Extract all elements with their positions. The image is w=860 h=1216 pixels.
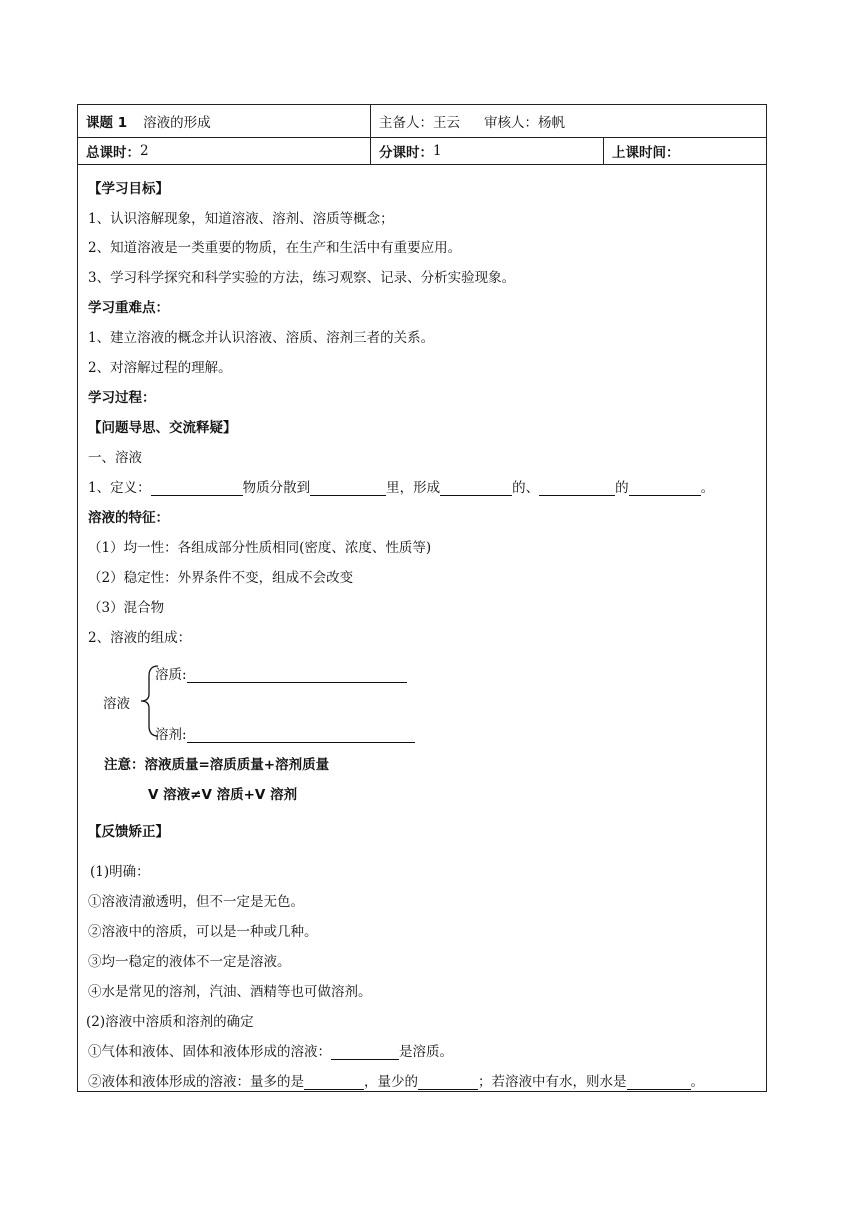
topic-label: 课题 1 xyxy=(86,115,128,131)
reviewer-name: 杨帆 xyxy=(538,115,565,131)
note-label: 注意： xyxy=(104,757,145,773)
fill-blank[interactable] xyxy=(539,481,615,496)
fill-blank[interactable] xyxy=(310,481,386,496)
clarify-heading: (1)明确： xyxy=(90,864,150,880)
determine-heading: (2)溶液中溶质和溶剂的确定 xyxy=(86,1014,254,1030)
questions-heading: 【问题导思、交流释疑】 xyxy=(88,420,237,436)
sub-hours-cell xyxy=(370,138,603,164)
topic-cell xyxy=(78,105,370,137)
header-row-1 xyxy=(78,105,766,138)
determine-line-2: ②液体和液体形成的溶液：量多的是 ，量少的 ；若溶液中有水，则水是 。 xyxy=(88,1074,704,1090)
goal-item: 3、学习科学探究和科学实验的方法，练习观察、记录、分析实验现象。 xyxy=(88,270,516,286)
header-row-2 xyxy=(78,138,766,165)
fill-blank[interactable] xyxy=(331,1045,399,1060)
fill-blank[interactable] xyxy=(187,668,407,683)
note-line xyxy=(104,753,329,773)
clarify-item: ①溶液清澈透明，但不一定是无色。 xyxy=(88,894,304,910)
clarify-item: ②溶液中的溶质，可以是一种或几种。 xyxy=(88,924,318,940)
class-time-label: 上课时间： xyxy=(612,145,680,161)
staff-cell xyxy=(370,105,766,137)
composition-heading: 2、溶液的组成： xyxy=(88,630,192,646)
fill-blank[interactable] xyxy=(151,481,243,496)
process-heading: 学习过程： xyxy=(88,390,156,406)
fill-blank[interactable] xyxy=(627,1075,691,1090)
determine-line-1: ①气体和液体、固体和液体形成的溶液： 是溶质。 xyxy=(88,1044,453,1060)
total-hours-value: 2 xyxy=(140,143,149,159)
clarify-item: ④水是常见的溶剂，汽油、酒精等也可做溶剂。 xyxy=(88,984,372,1000)
fill-blank[interactable] xyxy=(418,1075,478,1090)
section-title: 一、溶液 xyxy=(88,450,142,466)
definition-line: 1、定义： 物质分散到 里，形成 的、 的 。 xyxy=(88,480,715,496)
goals-heading: 【学习目标】 xyxy=(88,181,169,197)
key-heading: 学习重难点： xyxy=(88,300,169,316)
feature-item: （1）均一性：各组成部分性质相同(密度、浓度、性质等) xyxy=(88,540,432,556)
total-hours-label: 总课时： xyxy=(86,145,140,161)
features-heading: 溶液的特征： xyxy=(88,510,169,526)
fill-blank[interactable] xyxy=(187,728,415,743)
topic-title: 溶液的形成 xyxy=(143,115,211,131)
total-hours-cell xyxy=(78,138,370,164)
feature-item: （2）稳定性：外界条件不变，组成不会改变 xyxy=(88,570,354,586)
feedback-heading: 【反馈矫正】 xyxy=(88,824,169,840)
goal-item: 1、认识溶解现象，知道溶液、溶剂、溶质等概念； xyxy=(88,211,394,227)
sub-hours-label: 分课时： xyxy=(379,145,433,161)
key-point: 2、对溶解过程的理解。 xyxy=(88,360,232,376)
preparer-name: 王云 xyxy=(433,115,460,131)
preparer-label: 主备人： xyxy=(379,115,433,131)
key-point: 1、建立溶液的概念并认识溶液、溶质、溶剂三者的关系。 xyxy=(88,330,435,346)
fill-blank[interactable] xyxy=(440,481,512,496)
solvent-row xyxy=(155,723,415,743)
lesson-plan-table xyxy=(77,104,767,1092)
fill-blank[interactable] xyxy=(304,1075,364,1090)
class-time-cell xyxy=(603,138,766,164)
solvent-label: 溶剂: xyxy=(155,727,187,743)
solute-row xyxy=(155,663,407,683)
sub-hours-value: 1 xyxy=(433,143,442,159)
feature-item: （3）混合物 xyxy=(88,600,165,616)
solute-label: 溶质: xyxy=(155,667,187,683)
fill-blank[interactable] xyxy=(629,481,701,496)
note-formula: 溶液质量=溶质质量+溶剂质量 xyxy=(144,757,330,773)
reviewer-label: 审核人： xyxy=(484,115,538,131)
note-formula-volume: V 溶液≠V 溶质+V 溶剂 xyxy=(148,787,298,803)
clarify-item: ③均一稳定的液体不一定是溶液。 xyxy=(88,954,291,970)
composition-root: 溶液 xyxy=(103,696,130,712)
goal-item: 2、知道溶液是一类重要的物质，在生产和生活中有重要应用。 xyxy=(88,240,462,256)
